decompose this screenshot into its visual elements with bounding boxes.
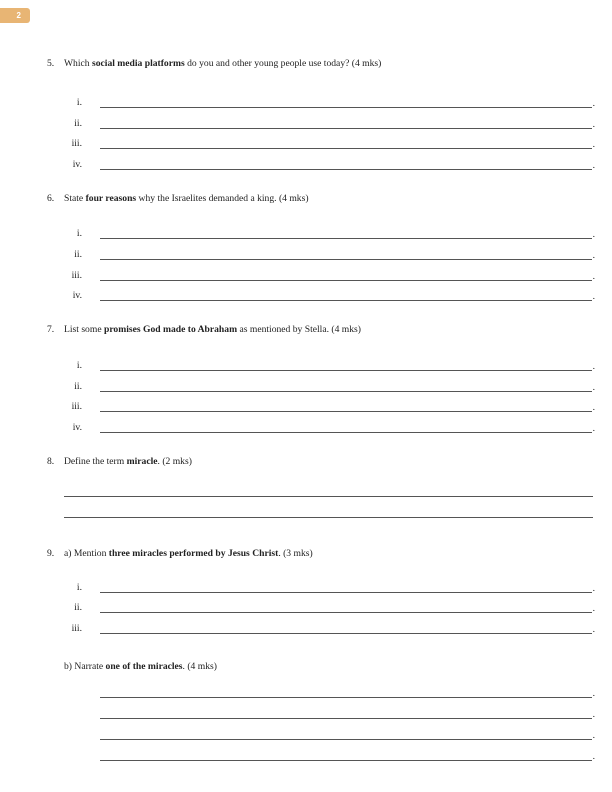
line-end-dot: . <box>592 730 595 741</box>
line-end-dot: . <box>592 229 595 240</box>
answer-line[interactable] <box>60 138 600 150</box>
question-text: . (3 mks) <box>278 548 313 559</box>
question-text: a) Mention <box>64 548 109 559</box>
question-text: as mentioned by Stella. (4 mks) <box>237 324 361 335</box>
line-end-dot: . <box>592 603 595 614</box>
answer-underline[interactable] <box>100 238 592 239</box>
answer-line[interactable] <box>60 729 600 741</box>
answer-line[interactable] <box>60 159 600 171</box>
question-number: 6. <box>47 193 55 204</box>
line-end-dot: . <box>592 688 595 699</box>
answer-underline[interactable] <box>100 370 592 371</box>
line-end-dot: . <box>592 250 595 261</box>
item-numeral: iv. <box>72 422 82 433</box>
answer-line[interactable] <box>60 602 600 614</box>
line-end-dot: . <box>592 361 595 372</box>
question-number: 5. <box>47 58 55 69</box>
line-end-dot: . <box>592 291 595 302</box>
question-number: 8. <box>47 456 55 467</box>
item-numeral: i. <box>76 360 82 371</box>
question-keyword: one of the miracles <box>105 661 183 672</box>
line-end-dot: . <box>592 98 595 109</box>
question-8 <box>47 456 192 467</box>
answer-underline[interactable] <box>100 391 592 392</box>
item-numeral: iv. <box>72 290 82 301</box>
answer-underline[interactable] <box>100 718 592 719</box>
answer-underline[interactable] <box>100 300 592 301</box>
answer-underline[interactable] <box>100 411 592 412</box>
answer-underline[interactable] <box>100 280 592 281</box>
question-keyword: four reasons <box>85 193 137 204</box>
question-text: b) Narrate <box>64 661 106 672</box>
item-numeral: iii. <box>71 623 82 634</box>
answer-line[interactable] <box>60 290 600 302</box>
question-keyword: miracle <box>126 456 158 467</box>
question-6 <box>47 193 309 204</box>
answer-underline[interactable] <box>100 169 592 170</box>
item-numeral: ii. <box>74 118 82 129</box>
question-text: List some <box>64 324 104 335</box>
question-text: Define the term <box>64 456 127 467</box>
line-end-dot: . <box>592 119 595 130</box>
answer-underline[interactable] <box>100 128 592 129</box>
question-number: 7. <box>47 324 55 335</box>
answer-line[interactable] <box>64 496 593 497</box>
answer-line[interactable] <box>60 249 600 261</box>
item-numeral: ii. <box>74 381 82 392</box>
answer-line[interactable] <box>60 118 600 130</box>
item-numeral: ii. <box>74 249 82 260</box>
answer-line[interactable] <box>60 401 600 413</box>
question-keyword: promises God made to Abraham <box>103 324 238 335</box>
question-keyword: social media platforms <box>91 58 185 69</box>
line-end-dot: . <box>592 382 595 393</box>
answer-line[interactable] <box>60 360 600 372</box>
answer-underline[interactable] <box>100 107 592 108</box>
question-9 <box>47 548 313 559</box>
item-numeral: i. <box>76 228 82 239</box>
question-text: why the Israelites demanded a king. (4 mks) <box>136 193 309 204</box>
question-text: . (4 mks) <box>182 661 217 672</box>
answer-line[interactable] <box>60 228 600 240</box>
question-keyword: three miracles performed by Jesus Christ <box>108 548 279 559</box>
answer-line[interactable] <box>60 422 600 434</box>
line-end-dot: . <box>592 624 595 635</box>
question-number: 9. <box>47 548 55 559</box>
line-end-dot: . <box>592 160 595 171</box>
question-5 <box>47 58 381 69</box>
question-9b <box>64 661 217 672</box>
answer-underline[interactable] <box>100 760 592 761</box>
answer-line[interactable] <box>60 381 600 393</box>
line-end-dot: . <box>592 583 595 594</box>
answer-line[interactable] <box>60 270 600 282</box>
line-end-dot: . <box>592 423 595 434</box>
item-numeral: iii. <box>71 401 82 412</box>
answer-line[interactable] <box>60 582 600 594</box>
item-numeral: iii. <box>71 270 82 281</box>
answer-underline[interactable] <box>100 259 592 260</box>
answer-line[interactable] <box>64 517 593 518</box>
answer-underline[interactable] <box>100 612 592 613</box>
line-end-dot: . <box>592 751 595 762</box>
line-end-dot: . <box>592 402 595 413</box>
answer-underline[interactable] <box>100 697 592 698</box>
page-number-badge: 2 <box>0 8 30 23</box>
item-numeral: ii. <box>74 602 82 613</box>
question-7 <box>47 324 361 335</box>
answer-underline[interactable] <box>100 592 592 593</box>
answer-line[interactable] <box>60 623 600 635</box>
line-end-dot: . <box>592 271 595 282</box>
answer-line[interactable] <box>60 750 600 762</box>
answer-underline[interactable] <box>100 739 592 740</box>
question-text: . (2 mks) <box>157 456 192 467</box>
question-text: Which <box>64 58 92 69</box>
question-text: do you and other young people use today? (4 mks) <box>184 58 382 69</box>
answer-underline[interactable] <box>100 633 592 634</box>
answer-underline[interactable] <box>100 432 592 433</box>
answer-line[interactable] <box>60 687 600 699</box>
line-end-dot: . <box>592 139 595 150</box>
answer-line[interactable] <box>60 708 600 720</box>
item-numeral: i. <box>76 582 82 593</box>
answer-underline[interactable] <box>100 148 592 149</box>
line-end-dot: . <box>592 709 595 720</box>
item-numeral: i. <box>76 97 82 108</box>
item-numeral: iii. <box>71 138 82 149</box>
item-numeral: iv. <box>72 159 82 170</box>
question-text: State <box>64 193 86 204</box>
answer-line[interactable] <box>60 97 600 109</box>
